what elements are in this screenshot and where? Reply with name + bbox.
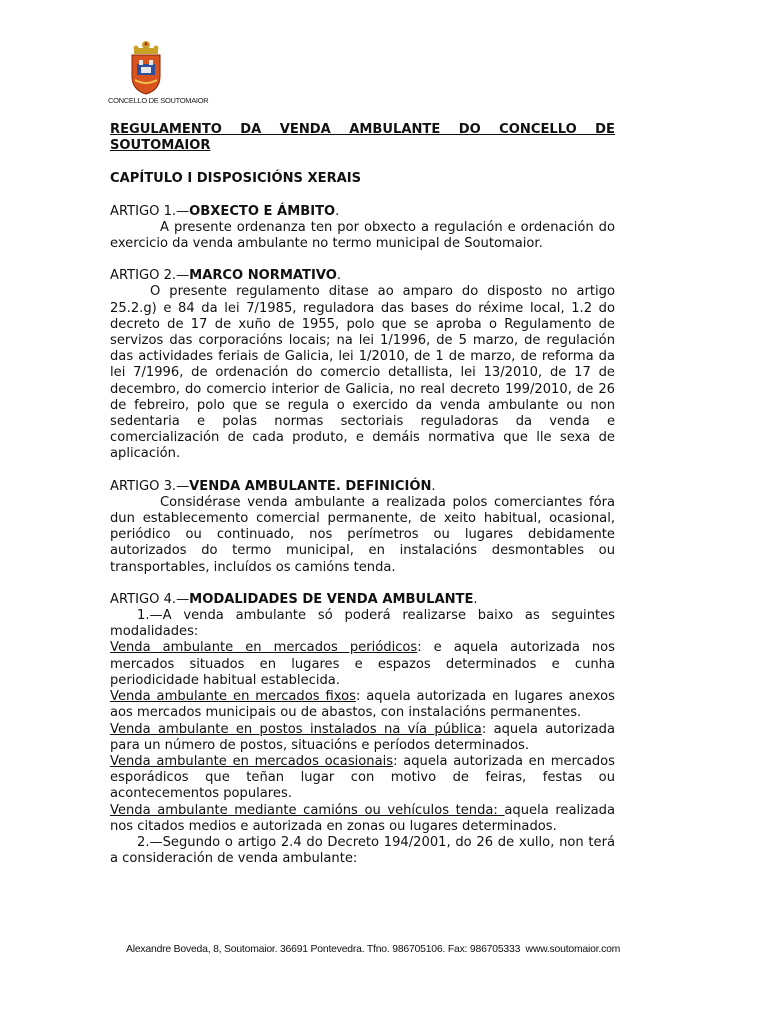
article-2-prefix: ARTIGO 2.—	[110, 268, 190, 284]
article-3-prefix: ARTIGO 3.—	[110, 478, 190, 494]
list-item	[110, 722, 615, 754]
footer-address: Alexandre Boveda, 8, Soutomaior. 36691 Pontevedra. Tfno. 986705106. Fax: 986705333	[126, 944, 521, 955]
article-1-prefix: ARTIGO 1.—	[110, 203, 190, 219]
modality-text: : aquela autorizada en lugares anexos aos mercados municipais ou de abastos, con instalacións permanentes.	[110, 689, 615, 721]
article-3-title: VENDA AMBULANTE. DEFINICIÓN	[189, 478, 432, 494]
list-item	[110, 640, 615, 689]
list-item	[110, 803, 615, 835]
article-4-title: MODALIDADES DE VENDA AMBULANTE	[189, 591, 474, 607]
modality-term: Venda ambulante en mercados ocasionais	[110, 753, 394, 769]
modality-text: aquela realizada nos citados medios e autorizada en zonas ou lugares determinados.	[110, 802, 616, 834]
article-4-heading: ARTIGO 4.—MODALIDADES DE VENDA AMBULANTE.	[110, 591, 478, 607]
article-2-heading: ARTIGO 2.—MARCO NORMATIVO.	[110, 268, 342, 284]
modality-term: Venda ambulante en mercados fixos	[110, 689, 356, 705]
article-1-heading: ARTIGO 1.—OBXECTO E ÁMBITO.	[110, 203, 340, 219]
article-4-point-2: 2.—Segundo o artigo 2.4 do Decreto 194/2001, do 26 de xullo, non terá a consideración de venda ambulante:	[110, 834, 615, 867]
modality-term: Venda ambulante en postos instalados na vía pública	[110, 721, 482, 737]
footer-website: www.soutomaior.com	[525, 944, 621, 955]
list-item	[110, 689, 615, 721]
coat-of-arms-icon	[126, 40, 166, 96]
modality-text: : aquela autorizada en mercados esporádicos que teñan lugar con motivo de feiras, festas ou acontecementos populares.	[110, 753, 616, 802]
article-3-heading: ARTIGO 3.—VENDA AMBULANTE. DEFINICIÓN.	[110, 478, 436, 494]
modality-term: Venda ambulante en mercados periódicos	[110, 640, 418, 656]
article-1-body: A presente ordenanza ten por obxecto a regulación e ordenación do exercicio da venda ambulante no termo municipal de Soutomaior.	[110, 219, 615, 252]
article-4-prefix: ARTIGO 4.—	[110, 591, 190, 607]
article-3-body: Considérase venda ambulante a realizada polos comerciantes fóra dun establecemento comercial permanente, de xeito habitual, ocasional, periódico ou continuado, nos perímetros ou lugares debidamente autorizados do termo municipal, en instalacións desmontables ou transportables, incluídos os camións tenda.	[110, 494, 615, 575]
article-2-body: O presente regulamento ditase ao amparo do disposto no artigo 25.2.g) e 84 da lei 7/1985, reguladora das bases do réxime local, 1.2 do decreto de 17 de xuño de 1955, polo que se aproba o Regulamento de servizos das corporacións locais; na lei 1/1996, de 5 marzo, de regulación das actividades feriais de Galicia, lei 1/2010, de 1 de marzo, de reforma da lei 7/1996, de ordenación do comercio detallista, lei 13/2010, de 17 de decembro, do comercio interior de Galicia, no real decreto 199/2010, de 26 de febreiro, polo que se regula o exercido da venda ambulante ou non sedentaria e polas normas sectoriais reguladoras da venda e comercialización de cada produto, e demáis normativa que lle sexa de aplicación.	[110, 284, 615, 462]
modality-text: : e aquela autorizada nos mercados situados en lugares e espazos determinados e cunha periodicidade habitual establecida.	[110, 640, 615, 688]
municipal-logo	[108, 40, 209, 110]
page-footer	[126, 944, 656, 955]
article-4-intro: 1.—A venda ambulante só poderá realizarse baixo as seguintes modalidades:	[110, 608, 615, 640]
modality-term: Venda ambulante mediante camións ou vehículos tenda:	[110, 802, 505, 818]
list-item	[110, 754, 615, 803]
logo-caption: CONCELLO DE SOUTOMAIOR	[108, 96, 209, 105]
article-2-title: MARCO NORMATIVO	[189, 268, 337, 284]
chapter-heading: CAPÍTULO I DISPOSICIÓNS XERAIS	[110, 171, 362, 187]
document-body	[110, 122, 615, 867]
article-1-title: OBXECTO E ÁMBITO	[189, 203, 336, 219]
modality-text: : aquela autorizada para un número de postos, situacións e períodos determinados.	[110, 721, 615, 753]
document-title: REGULAMENTO DA VENDA AMBULANTE DO CONCELLO DE SOUTOMAIOR	[110, 122, 615, 154]
